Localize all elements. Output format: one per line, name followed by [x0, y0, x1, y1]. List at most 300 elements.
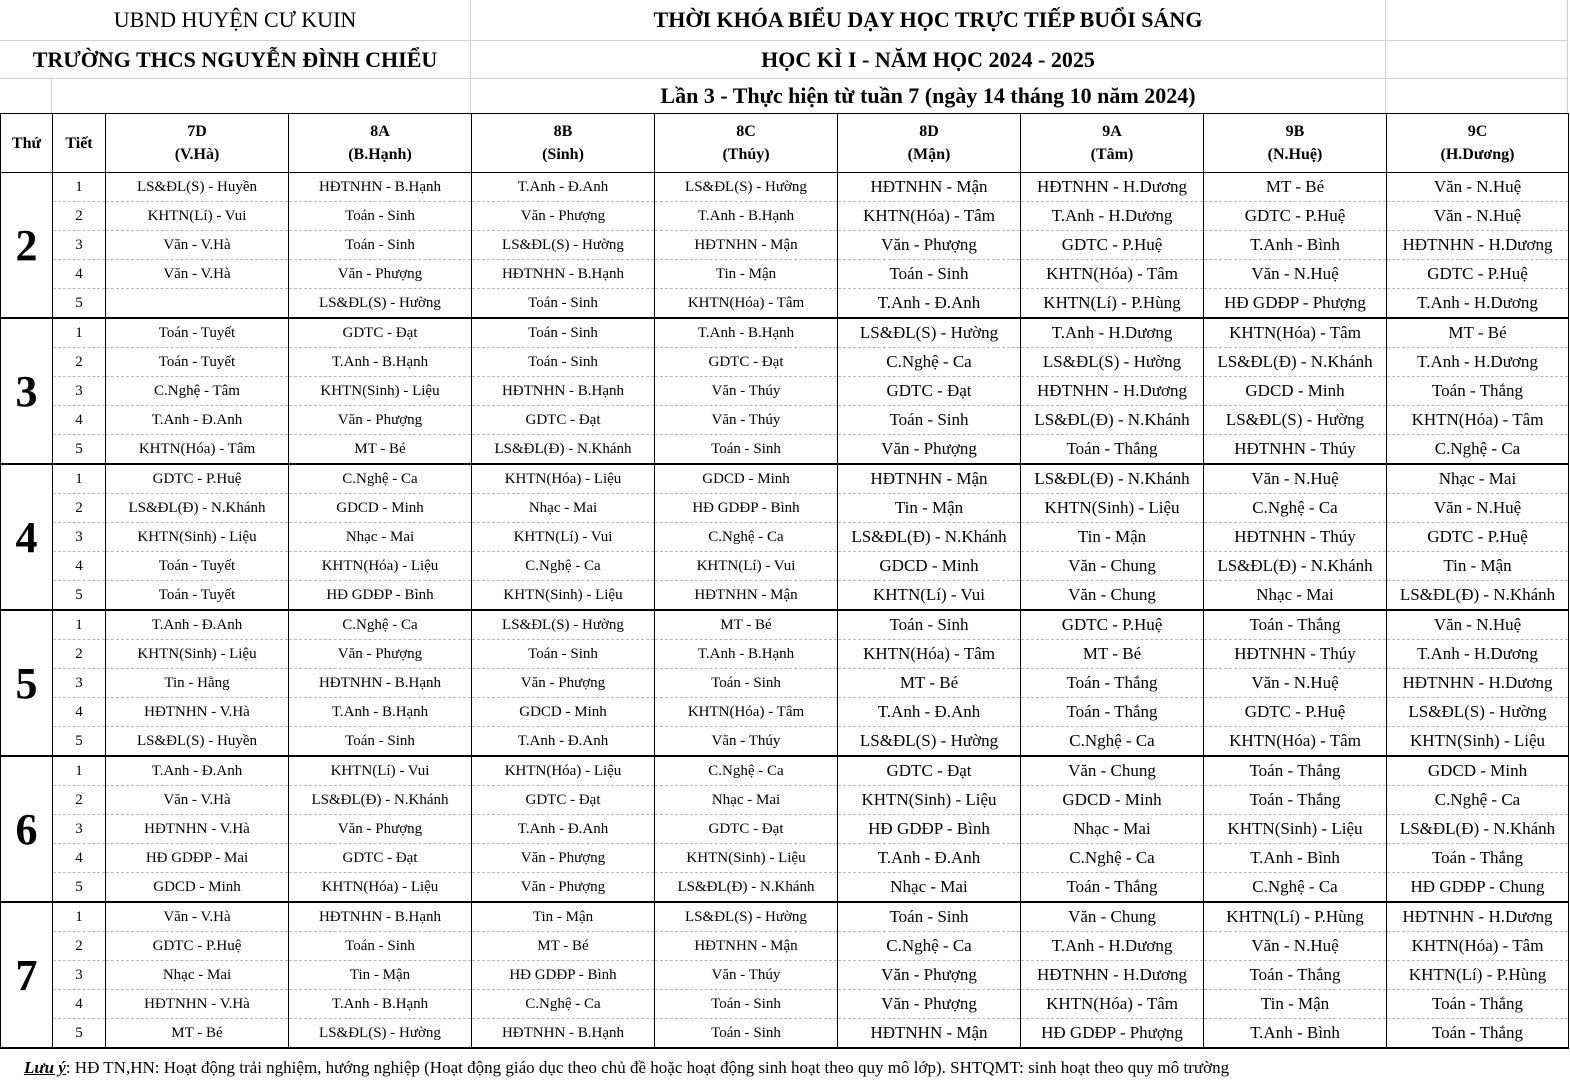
lesson-cell: KHTN(Hóa) - Tâm [1021, 260, 1204, 289]
lesson-cell: LS&ĐL(Đ) - N.Khánh [1204, 348, 1387, 377]
lesson-cell: KHTN(Hóa) - Tâm [1021, 990, 1204, 1019]
lesson-cell: T.Anh - H.Dương [1021, 202, 1204, 231]
lesson-cell: LS&ĐL(S) - Hường [289, 289, 472, 319]
class-header [655, 114, 838, 173]
lesson-cell: MT - Bé [1021, 640, 1204, 669]
lesson-cell: GDTC - P.Huệ [1204, 698, 1387, 727]
lesson-cell: C.Nghệ - Ca [1204, 494, 1387, 523]
lesson-cell: Toán - Sinh [655, 435, 838, 465]
class-teacher: (Mận) [907, 146, 951, 163]
lesson-cell: Tin - Mận [1387, 552, 1569, 581]
lesson-cell: LS&ĐL(S) - Hường [472, 231, 655, 260]
lesson-cell: Nhạc - Mai [472, 494, 655, 523]
lesson-cell: GDCD - Minh [106, 873, 289, 903]
lesson-cell: GDCD - Minh [1387, 756, 1569, 786]
table-row [1, 610, 1569, 640]
class-name: 9C [1467, 123, 1488, 140]
table-row [1, 318, 1569, 348]
lesson-cell: HĐTNHN - B.Hạnh [472, 1019, 655, 1049]
lesson-cell: T.Anh - Bình [1204, 844, 1387, 873]
lesson-cell: T.Anh - B.Hạnh [289, 348, 472, 377]
lesson-cell: Toán - Sinh [655, 990, 838, 1019]
period-number: 3 [53, 377, 106, 406]
period-number: 3 [53, 669, 106, 698]
class-teacher: (V.Hà) [174, 146, 220, 163]
lesson-cell: T.Anh - B.Hạnh [289, 698, 472, 727]
lesson-cell: HĐTNHN - Mận [838, 173, 1021, 202]
table-row [1, 464, 1569, 494]
lesson-cell: HĐTNHN - H.Dương [1387, 231, 1569, 260]
period-number: 4 [53, 260, 106, 289]
lesson-cell: Tin - Mận [289, 961, 472, 990]
lesson-cell: LS&ĐL(S) - Hường [1387, 698, 1569, 727]
table-row [1, 231, 1569, 260]
lesson-cell: T.Anh - H.Dương [1387, 640, 1569, 669]
timetable-table [0, 113, 1569, 1049]
lesson-cell: Toán - Tuyết [106, 552, 289, 581]
lesson-cell: MT - Bé [106, 1019, 289, 1049]
lesson-cell: KHTN(Hóa) - Tâm [655, 698, 838, 727]
table-row [1, 348, 1569, 377]
lesson-cell: KHTN(Sinh) - Liệu [106, 640, 289, 669]
lesson-cell: GDTC - P.Huệ [1204, 202, 1387, 231]
lesson-cell: HĐ GDĐP - Bình [289, 581, 472, 611]
period-number: 1 [53, 318, 106, 348]
lesson-cell: Toán - Sinh [289, 932, 472, 961]
lesson-cell: Văn - Thúy [655, 727, 838, 757]
table-row [1, 406, 1569, 435]
class-header [289, 114, 472, 173]
class-name: 8D [919, 123, 939, 140]
lesson-cell: GDCD - Minh [1021, 786, 1204, 815]
lesson-cell: HĐTNHN - Mận [838, 1019, 1021, 1049]
lesson-cell: Toán - Thắng [1021, 698, 1204, 727]
period-number: 4 [53, 552, 106, 581]
lesson-cell: T.Anh - H.Dương [1021, 318, 1204, 348]
lesson-cell: Nhạc - Mai [289, 523, 472, 552]
lesson-cell: T.Anh - H.Dương [1021, 932, 1204, 961]
lesson-cell: HĐ GDĐP - Chung [1387, 873, 1569, 903]
lesson-cell: T.Anh - H.Dương [1387, 289, 1569, 319]
lesson-cell: C.Nghệ - Ca [1021, 727, 1204, 757]
lesson-cell: Văn - Thúy [655, 406, 838, 435]
lesson-cell: GDTC - Đạt [838, 756, 1021, 786]
lesson-cell: C.Nghệ - Ca [655, 756, 838, 786]
lesson-cell: T.Anh - Đ.Anh [472, 727, 655, 757]
lesson-cell: KHTN(Hóa) - Liệu [289, 873, 472, 903]
class-name: 8A [370, 123, 390, 140]
lesson-cell: Văn - Phượng [289, 406, 472, 435]
lesson-cell: KHTN(Hóa) - Tâm [838, 202, 1021, 231]
lesson-cell: LS&ĐL(S) - Huyền [106, 727, 289, 757]
lesson-cell: MT - Bé [838, 669, 1021, 698]
lesson-cell: Nhạc - Mai [838, 873, 1021, 903]
lesson-cell: HĐTNHN - V.Hà [106, 990, 289, 1019]
period-number: 3 [53, 815, 106, 844]
footnote-text: : HĐ TN,HN: Hoạt động trải nghiệm, hướng nghiệp (Hoạt động giáo dục theo chủ đề hoặc hoạt động sinh hoạt theo quy mô lớp). SHTQMT: sinh hoạt theo quy mô trường [65, 1058, 1230, 1077]
class-teacher: (Thúy) [722, 146, 770, 163]
lesson-cell: C.Nghệ - Tâm [106, 377, 289, 406]
class-name: 8B [553, 123, 573, 140]
lesson-cell: GDTC - Đạt [838, 377, 1021, 406]
lesson-cell: KHTN(Hóa) - Tâm [655, 289, 838, 319]
lesson-cell: Văn - N.Huệ [1387, 610, 1569, 640]
lesson-cell: Tin - Mận [472, 902, 655, 932]
day-label: 2 [1, 173, 53, 319]
lesson-cell: Văn - Phượng [289, 815, 472, 844]
lesson-cell: GDTC - Đạt [655, 815, 838, 844]
lesson-cell: KHTN(Hóa) - Tâm [1204, 318, 1387, 348]
lesson-cell: Toán - Sinh [655, 1019, 838, 1049]
period-number: 4 [53, 844, 106, 873]
lesson-cell: Tin - Mận [838, 494, 1021, 523]
lesson-cell: Toán - Sinh [289, 231, 472, 260]
header-row-3 [0, 79, 1568, 113]
lesson-cell: HĐTNHN - Thúy [1204, 523, 1387, 552]
lesson-cell: Toán - Thắng [1204, 610, 1387, 640]
lesson-cell: LS&ĐL(S) - Hường [472, 610, 655, 640]
lesson-cell: HĐTNHN - B.Hạnh [472, 260, 655, 289]
class-name: 9B [1285, 123, 1305, 140]
lesson-cell: Tin - Mận [1021, 523, 1204, 552]
lesson-cell: HĐTNHN - B.Hạnh [289, 669, 472, 698]
lesson-cell: MT - Bé [1387, 318, 1569, 348]
lesson-cell: KHTN(Sinh) - Liệu [1204, 815, 1387, 844]
lesson-cell: Nhạc - Mai [655, 786, 838, 815]
lesson-cell: HĐTNHN - B.Hạnh [472, 377, 655, 406]
lesson-cell: LS&ĐL(S) - Hường [838, 727, 1021, 757]
empty-cell [1386, 79, 1568, 113]
lesson-cell: C.Nghệ - Ca [472, 990, 655, 1019]
lesson-cell: KHTN(Hóa) - Liệu [472, 756, 655, 786]
period-number: 1 [53, 610, 106, 640]
table-row [1, 727, 1569, 757]
lesson-cell: LS&ĐL(S) - Huyền [106, 173, 289, 202]
table-row [1, 669, 1569, 698]
lesson-cell: KHTN(Sinh) - Liệu [106, 523, 289, 552]
lesson-cell: HĐTNHN - V.Hà [106, 815, 289, 844]
col-day-header: Thứ [1, 114, 53, 173]
lesson-cell: T.Anh - Đ.Anh [472, 173, 655, 202]
period-number: 4 [53, 990, 106, 1019]
period-number: 5 [53, 727, 106, 757]
lesson-cell: GDTC - Đạt [655, 348, 838, 377]
lesson-cell: HĐTNHN - Mận [838, 464, 1021, 494]
lesson-cell: KHTN(Hóa) - Tâm [838, 640, 1021, 669]
lesson-cell: Toán - Sinh [289, 202, 472, 231]
day-label: 4 [1, 464, 53, 610]
period-number: 1 [53, 756, 106, 786]
lesson-cell: MT - Bé [655, 610, 838, 640]
lesson-cell: Văn - Chung [1021, 581, 1204, 611]
period-number: 2 [53, 640, 106, 669]
lesson-cell: KHTN(Sinh) - Liệu [289, 377, 472, 406]
lesson-cell: KHTN(Sinh) - Liệu [1387, 727, 1569, 757]
lesson-cell: Toán - Sinh [472, 640, 655, 669]
lesson-cell: HĐTNHN - Mận [655, 231, 838, 260]
lesson-cell: GDTC - Đạt [472, 786, 655, 815]
period-number: 2 [53, 202, 106, 231]
table-row [1, 552, 1569, 581]
lesson-cell: C.Nghệ - Ca [838, 348, 1021, 377]
lesson-cell: MT - Bé [289, 435, 472, 465]
lesson-cell: HĐ GDĐP - Phượng [1021, 1019, 1204, 1049]
lesson-cell: LS&ĐL(Đ) - N.Khánh [1387, 815, 1569, 844]
lesson-cell: LS&ĐL(S) - Hường [1204, 406, 1387, 435]
period-number: 5 [53, 581, 106, 611]
lesson-cell: T.Anh - B.Hạnh [655, 202, 838, 231]
lesson-cell: T.Anh - H.Dương [1387, 348, 1569, 377]
lesson-cell: HĐTNHN - Thúy [1204, 435, 1387, 465]
header-row-2 [0, 41, 1568, 79]
period-number: 4 [53, 698, 106, 727]
period-number: 1 [53, 173, 106, 202]
lesson-cell: HĐ GDĐP - Bình [472, 961, 655, 990]
lesson-cell: Văn - V.Hà [106, 231, 289, 260]
lesson-cell: Toán - Thắng [1204, 786, 1387, 815]
table-row [1, 844, 1569, 873]
lesson-cell: Toán - Tuyết [106, 581, 289, 611]
class-teacher: (N.Huệ) [1267, 146, 1323, 163]
period-number: 5 [53, 1019, 106, 1049]
lesson-cell: Toán - Sinh [838, 260, 1021, 289]
lesson-cell: GDTC - Đạt [289, 844, 472, 873]
lesson-cell: Toán - Sinh [472, 318, 655, 348]
class-name: 8C [736, 123, 756, 140]
lesson-cell: Toán - Thắng [1387, 990, 1569, 1019]
table-row [1, 581, 1569, 611]
lesson-cell: GDTC - P.Huệ [1387, 523, 1569, 552]
lesson-cell: Văn - N.Huệ [1204, 260, 1387, 289]
lesson-cell: HĐ GDĐP - Bình [655, 494, 838, 523]
lesson-cell: Nhạc - Mai [1021, 815, 1204, 844]
table-row [1, 786, 1569, 815]
period-number: 5 [53, 289, 106, 319]
lesson-cell: Văn - Phượng [472, 844, 655, 873]
lesson-cell: KHTN(Sinh) - Liệu [472, 581, 655, 611]
lesson-cell: C.Nghệ - Ca [1387, 786, 1569, 815]
lesson-cell: LS&ĐL(S) - Hường [655, 902, 838, 932]
lesson-cell: Văn - Phượng [838, 435, 1021, 465]
lesson-cell: Văn - N.Huệ [1387, 202, 1569, 231]
district-name: UBND HUYỆN CƯ KUIN [0, 0, 471, 40]
lesson-cell: HĐTNHN - H.Dương [1387, 902, 1569, 932]
class-header [472, 114, 655, 173]
day-label: 5 [1, 610, 53, 756]
day-label: 3 [1, 318, 53, 464]
lesson-cell: LS&ĐL(Đ) - N.Khánh [472, 435, 655, 465]
lesson-cell: Văn - Chung [1021, 756, 1204, 786]
table-row [1, 961, 1569, 990]
class-teacher: (B.Hạnh) [348, 146, 412, 163]
day-label: 7 [1, 902, 53, 1048]
lesson-cell: Toán - Thắng [1387, 377, 1569, 406]
lesson-cell: HĐTNHN - B.Hạnh [289, 173, 472, 202]
lesson-cell: LS&ĐL(Đ) - N.Khánh [289, 786, 472, 815]
timetable-body [1, 173, 1569, 1049]
lesson-cell: Văn - Phượng [838, 961, 1021, 990]
lesson-cell: HĐTNHN - H.Dương [1021, 377, 1204, 406]
table-row [1, 640, 1569, 669]
lesson-cell: Toán - Sinh [838, 610, 1021, 640]
class-teacher: (Tâm) [1090, 146, 1134, 163]
lesson-cell: Toán - Thắng [1021, 669, 1204, 698]
lesson-cell: GDTC - Đạt [472, 406, 655, 435]
empty-cell [1386, 0, 1568, 40]
lesson-cell: Văn - N.Huệ [1204, 932, 1387, 961]
lesson-cell: Văn - Chung [1021, 552, 1204, 581]
lesson-cell: Văn - Phượng [472, 669, 655, 698]
lesson-cell: Văn - N.Huệ [1204, 464, 1387, 494]
lesson-cell: Văn - V.Hà [106, 260, 289, 289]
lesson-cell: T.Anh - Đ.Anh [106, 406, 289, 435]
table-row [1, 523, 1569, 552]
lesson-cell: Nhạc - Mai [1204, 581, 1387, 611]
lesson-cell: C.Nghệ - Ca [838, 932, 1021, 961]
period-number: 4 [53, 406, 106, 435]
lesson-cell: GDTC - P.Huệ [1021, 231, 1204, 260]
class-header [1387, 114, 1569, 173]
lesson-cell: KHTN(Hóa) - Tâm [1387, 406, 1569, 435]
lesson-cell: LS&ĐL(S) - Hường [1021, 348, 1204, 377]
lesson-cell: Tin - Hằng [106, 669, 289, 698]
lesson-cell: KHTN(Sinh) - Liệu [655, 844, 838, 873]
lesson-cell: LS&ĐL(Đ) - N.Khánh [1021, 464, 1204, 494]
lesson-cell: T.Anh - Đ.Anh [472, 815, 655, 844]
table-row [1, 260, 1569, 289]
period-number: 5 [53, 873, 106, 903]
period-number: 2 [53, 932, 106, 961]
lesson-cell: MT - Bé [472, 932, 655, 961]
lesson-cell: HĐTNHN - H.Dương [1021, 173, 1204, 202]
lesson-cell: Văn - N.Huệ [1204, 669, 1387, 698]
class-name: 7D [187, 123, 207, 140]
lesson-cell: LS&ĐL(Đ) - N.Khánh [106, 494, 289, 523]
lesson-cell: GDCD - Minh [472, 698, 655, 727]
lesson-cell: KHTN(Lí) - P.Hùng [1021, 289, 1204, 319]
lesson-cell: T.Anh - Bình [1204, 231, 1387, 260]
lesson-cell: KHTN(Lí) - Vui [289, 756, 472, 786]
lesson-cell: LS&ĐL(Đ) - N.Khánh [1021, 406, 1204, 435]
lesson-cell: Toán - Sinh [289, 727, 472, 757]
lesson-cell: KHTN(Hóa) - Tâm [1387, 932, 1569, 961]
lesson-cell: KHTN(Lí) - Vui [106, 202, 289, 231]
lesson-cell: C.Nghệ - Ca [1021, 844, 1204, 873]
timetable-title: THỜI KHÓA BIỂU DẠY HỌC TRỰC TIẾP BUỔI SÁNG [471, 0, 1386, 40]
lesson-cell: Văn - V.Hà [106, 786, 289, 815]
table-row [1, 815, 1569, 844]
lesson-cell: KHTN(Sinh) - Liệu [1021, 494, 1204, 523]
lesson-cell [106, 289, 289, 319]
lesson-cell: Toán - Sinh [655, 669, 838, 698]
lesson-cell: HĐTNHN - H.Dương [1021, 961, 1204, 990]
period-number: 2 [53, 494, 106, 523]
lesson-cell: LS&ĐL(S) - Hường [289, 1019, 472, 1049]
lesson-cell: GDCD - Minh [289, 494, 472, 523]
class-header [1204, 114, 1387, 173]
lesson-cell: T.Anh - B.Hạnh [655, 640, 838, 669]
lesson-cell: HĐTNHN - B.Hạnh [289, 902, 472, 932]
lesson-cell: GDTC - P.Huệ [1021, 610, 1204, 640]
lesson-cell: GDCD - Minh [838, 552, 1021, 581]
lesson-cell: KHTN(Hóa) - Liệu [472, 464, 655, 494]
lesson-cell: KHTN(Hóa) - Tâm [1204, 727, 1387, 757]
table-row [1, 756, 1569, 786]
lesson-cell: GDCD - Minh [655, 464, 838, 494]
lesson-cell: Văn - Phượng [838, 990, 1021, 1019]
table-row [1, 289, 1569, 319]
day-label: 6 [1, 756, 53, 902]
period-number: 5 [53, 435, 106, 465]
period-number: 1 [53, 902, 106, 932]
class-teacher: (H.Dương) [1440, 146, 1515, 163]
lesson-cell: Toán - Sinh [472, 289, 655, 319]
lesson-cell: HĐTNHN - Mận [655, 581, 838, 611]
lesson-cell: KHTN(Sinh) - Liệu [838, 786, 1021, 815]
period-number: 3 [53, 961, 106, 990]
lesson-cell: T.Anh - Đ.Anh [106, 610, 289, 640]
lesson-cell: C.Nghệ - Ca [655, 523, 838, 552]
school-name: TRƯỜNG THCS NGUYỄN ĐÌNH CHIỂU [0, 41, 471, 78]
lesson-cell: C.Nghệ - Ca [289, 610, 472, 640]
revision-subtitle: Lần 3 - Thực hiện từ tuần 7 (ngày 14 tháng 10 năm 2024) [471, 79, 1386, 113]
lesson-cell: HĐ GDĐP - Bình [838, 815, 1021, 844]
lesson-cell: Văn - Phượng [472, 202, 655, 231]
lesson-cell: T.Anh - B.Hạnh [655, 318, 838, 348]
footnote [24, 1058, 1229, 1078]
empty-cell [0, 79, 52, 113]
lesson-cell: KHTN(Lí) - Vui [472, 523, 655, 552]
lesson-cell: Văn - Chung [1021, 902, 1204, 932]
lesson-cell: KHTN(Hóa) - Liệu [289, 552, 472, 581]
lesson-cell: Văn - Thúy [655, 961, 838, 990]
lesson-cell: LS&ĐL(Đ) - N.Khánh [1387, 581, 1569, 611]
col-period-header: Tiết [53, 114, 106, 173]
lesson-cell: Văn - Phượng [289, 260, 472, 289]
header-row-1 [0, 0, 1568, 41]
lesson-cell: T.Anh - Đ.Anh [838, 289, 1021, 319]
class-header [1021, 114, 1204, 173]
lesson-cell: T.Anh - Đ.Anh [106, 756, 289, 786]
class-header [106, 114, 289, 173]
empty-cell [52, 79, 471, 113]
class-teacher: (Sinh) [542, 146, 584, 163]
lesson-cell: C.Nghệ - Ca [1204, 873, 1387, 903]
period-number: 3 [53, 523, 106, 552]
lesson-cell: Văn - Phượng [838, 231, 1021, 260]
lesson-cell: GDTC - P.Huệ [106, 464, 289, 494]
lesson-cell: LS&ĐL(Đ) - N.Khánh [655, 873, 838, 903]
lesson-cell: LS&ĐL(Đ) - N.Khánh [838, 523, 1021, 552]
semester-title: HỌC KÌ I - NĂM HỌC 2024 - 2025 [471, 41, 1386, 78]
table-row [1, 435, 1569, 465]
lesson-cell: Văn - Thúy [655, 377, 838, 406]
lesson-cell: Tin - Mận [1204, 990, 1387, 1019]
period-number: 2 [53, 348, 106, 377]
table-row [1, 1019, 1569, 1049]
table-row [1, 902, 1569, 932]
table-row [1, 202, 1569, 231]
lesson-cell: KHTN(Lí) - P.Hùng [1204, 902, 1387, 932]
lesson-cell: C.Nghệ - Ca [289, 464, 472, 494]
lesson-cell: Toán - Thắng [1021, 873, 1204, 903]
period-number: 1 [53, 464, 106, 494]
lesson-cell: Toán - Thắng [1387, 844, 1569, 873]
lesson-cell: GDTC - P.Huệ [1387, 260, 1569, 289]
column-header-row [1, 114, 1569, 173]
lesson-cell: Văn - N.Huệ [1387, 494, 1569, 523]
lesson-cell: LS&ĐL(S) - Hường [655, 173, 838, 202]
